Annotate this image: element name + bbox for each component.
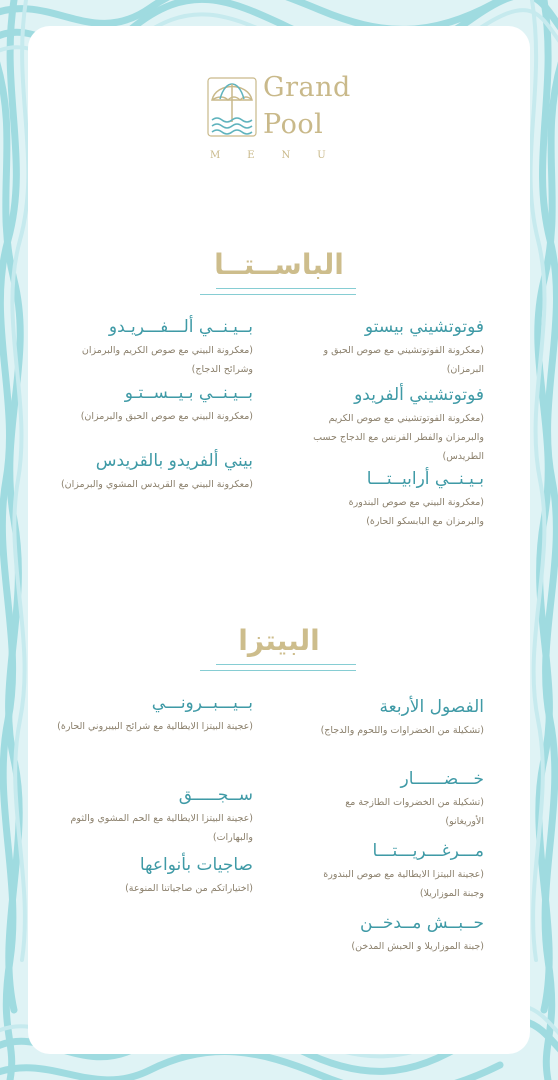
item-name: صاجيات بأنواعها	[139, 855, 253, 875]
title-divider-thin	[200, 294, 356, 295]
logo-subtitle: MENU	[210, 150, 353, 161]
item-description: (عجينة البيتزا الايطالية مع شرائح البيبروني الحارة)	[57, 721, 253, 732]
item-description: (جبنة الموزاريلا و الحبش المدخن)	[351, 941, 484, 952]
item-name: فوتوتشيني بيستو	[364, 317, 484, 337]
item-description: (اختياراتكم من صاجياتنا المنوعة)	[125, 883, 253, 894]
menu-item	[309, 468, 484, 531]
title-divider	[216, 288, 356, 289]
menu-item	[309, 840, 484, 903]
menu-item	[309, 696, 484, 740]
item-name: خـــضــــــار	[400, 769, 484, 789]
logo-word-grand: Grand	[263, 72, 351, 103]
item-name: بــيـنــي ألـــفـــريـدو	[108, 317, 253, 337]
menu-item	[53, 784, 253, 847]
section-title-pizza: البيتزا	[238, 624, 320, 657]
menu-item	[53, 692, 253, 736]
menu-item	[309, 768, 484, 831]
item-description: (معكرونة البيني مع صوص الحبق والبرمزان)	[80, 411, 253, 422]
title-divider	[216, 664, 356, 665]
item-description: (تشكيلة من الخضروات الطازجة مع الأوريغانو)	[345, 797, 484, 827]
item-description: (عجينة البيتزا الايطالية مع الحم المشوي والثوم والبهارات)	[70, 813, 253, 843]
item-description: (معكرونة البيني مع القريدس المشوي والبرمزان)	[60, 479, 253, 490]
item-name: فوتوتشيني ألفريدو	[354, 385, 484, 405]
section-title-pasta: الباســتــا	[214, 248, 344, 281]
umbrella-waves-icon	[206, 74, 258, 140]
item-name: الفصول الأربعة	[379, 697, 484, 717]
menu-item	[309, 316, 484, 379]
item-name: مـــرغـــريـــتـــا	[372, 841, 484, 861]
title-divider-thin	[200, 670, 356, 671]
item-description: (عجينة البيتزا الايطالية مع صوص البندورة وجبنة الموزاريلا)	[323, 869, 484, 899]
item-description: (معكرونة الفوتوتشيني مع صوص الكريم والبرمزان والفطر الفرنس مع الدجاج حسب الطريدس)	[313, 413, 484, 462]
menu-item	[53, 316, 253, 379]
menu-item	[53, 450, 253, 494]
item-description: (تشكيلة من الخضراوات واللحوم والدجاج)	[320, 725, 484, 736]
item-name: حــبــش مــدخــن	[359, 913, 484, 933]
item-description: (معكرونة البيني مع صوص البندورة والبرمزان مع البابسكو الحارة)	[348, 497, 484, 527]
menu-item	[309, 912, 484, 956]
menu-item	[309, 384, 484, 466]
item-name: ســجـــــق	[178, 785, 253, 805]
menu-item	[53, 382, 253, 426]
item-description: (معكرونة البيني مع صوص الكريم والبرمزان وشرائح الدجاج)	[81, 345, 253, 375]
logo-word-pool: Pool	[263, 109, 324, 140]
item-name: بــيـــبــرونـــي	[151, 693, 253, 713]
item-name: بــيـنــي بـيــســتـو	[124, 383, 253, 403]
menu-item	[53, 854, 253, 898]
grand-pool-logo	[206, 70, 366, 170]
item-name: بيني ألفريدو بالقريدس	[95, 451, 253, 471]
item-name: بـيـنــي أرابيــتـــا	[366, 469, 484, 489]
item-description: (معكرونة الفوتوتشيني مع صوص الحبق و البرمزان)	[323, 345, 484, 375]
